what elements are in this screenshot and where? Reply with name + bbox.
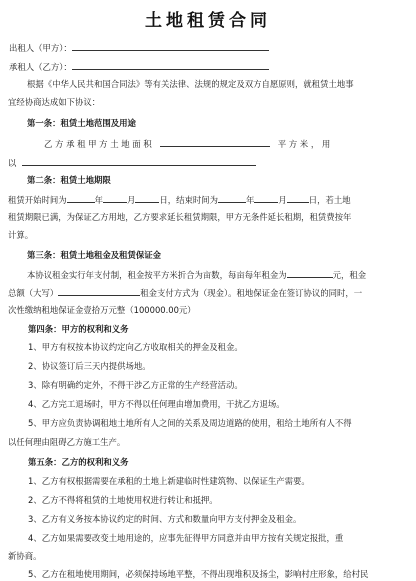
art2-month-2: 月 [278, 195, 287, 205]
article-4-item-4: 4、乙方完工退场时，甲方不得以任何理由增加费用，干扰乙方退场。 [28, 399, 285, 409]
party-b-label: 承租人（乙方）： [9, 62, 72, 72]
article-5-item-5: 5、乙方在租地使用期间，必须保持场地平整，不得出现堆积及扬尘，影响村庄形象，给村民 [28, 569, 369, 579]
land-area-blank[interactable] [160, 137, 270, 147]
art3-rent-text: 本协议租金实行年支付制，租金按平方米折合为亩数，每亩每年租金为 [27, 270, 287, 280]
art1-use-text: 平 方 米 ， 用 [277, 139, 331, 149]
article-4-heading: 第四条：甲方的权利和义务 [28, 324, 129, 334]
art1-area-text: 乙 方 承 租 甲 方 土 地 面 积 [44, 139, 152, 149]
article-5-item-4: 4、乙方如果需要改变土地用途的，应事先征得甲方同意并由甲方按有关规定报批，重 [28, 533, 344, 543]
rent-total-blank[interactable] [58, 286, 140, 296]
art2-start-text: 租赁开始时间为 [8, 195, 67, 205]
start-month-blank[interactable] [103, 193, 127, 203]
party-b-line [9, 60, 408, 73]
article-3-line-2 [8, 286, 408, 299]
article-2-line-3: 计算。 [8, 230, 34, 240]
party-a-blank[interactable] [72, 41, 269, 51]
land-use-blank[interactable] [22, 156, 256, 166]
art2-end-text: 日，结束时间为 [159, 195, 218, 205]
art3-payment-text: 租金支付方式为（现金）。租地保证金在签订协议的同时，一 [140, 288, 363, 298]
article-4-item-5: 5、甲方应负责协调租地土地所有人之间的关系及周边道路的使用，租给土地所有人不得 [28, 418, 352, 428]
article-5-item-1: 1、乙方有权根据需要在承租的土地上新建临时性建筑物、以保证生产需要。 [28, 476, 310, 486]
article-2-heading: 第二条：租赁土地期限 [27, 175, 111, 185]
article-2-line-2: 租赁期限已满，为保证乙方用地，乙方要求延长租赁期限，甲方无条件延长租期，租赁费按年 [8, 212, 352, 222]
party-a-label: 出租人（甲方）： [9, 43, 72, 53]
party-b-blank[interactable] [72, 60, 269, 70]
art2-year-2: 年 [246, 195, 255, 205]
end-year-blank[interactable] [218, 193, 246, 203]
article-5-heading: 第五条：乙方的权利和义务 [28, 457, 129, 467]
art2-day-text: 日，若土地 [308, 195, 351, 205]
end-day-blank[interactable] [287, 193, 309, 203]
intro-line-1: 根据《中华人民共和国合同法》等有关法律、法规的规定及双方自愿原则，就租赁土地事 [27, 79, 354, 89]
art3-total-text: 总额（大写） [8, 288, 59, 298]
party-a-line [9, 41, 408, 54]
article-5-item-4-cont: 新协商。 [8, 551, 42, 561]
article-5-item-3: 3、乙方有义务按本协议约定的时间、方式和数量向甲方支付押金及租金。 [28, 514, 302, 524]
start-year-blank[interactable] [67, 193, 95, 203]
article-2-line-1 [8, 193, 408, 206]
article-3-heading: 第三条：租赁土地租金及租赁保证金 [27, 250, 161, 260]
art2-year-1: 年 [94, 195, 103, 205]
article-5-item-2: 2、乙方不得将租赁的土地使用权进行转让和抵押。 [28, 495, 218, 505]
article-4-item-2: 2、协议签订后三天内提供场地。 [28, 361, 151, 371]
end-month-blank[interactable] [254, 193, 278, 203]
intro-line-2: 宜经协商达成如下协议： [8, 97, 101, 107]
article-3-line-1 [27, 268, 408, 281]
page-title: 土地租赁合同 [145, 11, 271, 31]
article-1-line-1 [44, 137, 408, 150]
article-4-item-1: 1、甲方有权按本协议约定向乙方收取相关的押金及租金。 [28, 342, 243, 352]
art3-yuan-text: 元，租金 [332, 270, 367, 280]
art1-yi-text: 以 [8, 158, 17, 168]
start-day-blank[interactable] [135, 193, 159, 203]
article-3-line-3: 次性缴纳租地保证金壹拾万元整（100000.00元） [8, 305, 196, 315]
article-1-line-2 [8, 156, 408, 169]
article-4-item-5-cont: 以任何理由阻碍乙方施工生产。 [8, 437, 126, 447]
rent-per-mu-blank[interactable] [287, 268, 333, 278]
article-4-item-3: 3、除有明确约定外，不得干涉乙方正常的生产经营活动。 [28, 380, 243, 390]
art2-month-1: 月 [127, 195, 136, 205]
article-1-heading: 第一条：租赁土地范围及用途 [27, 118, 136, 128]
